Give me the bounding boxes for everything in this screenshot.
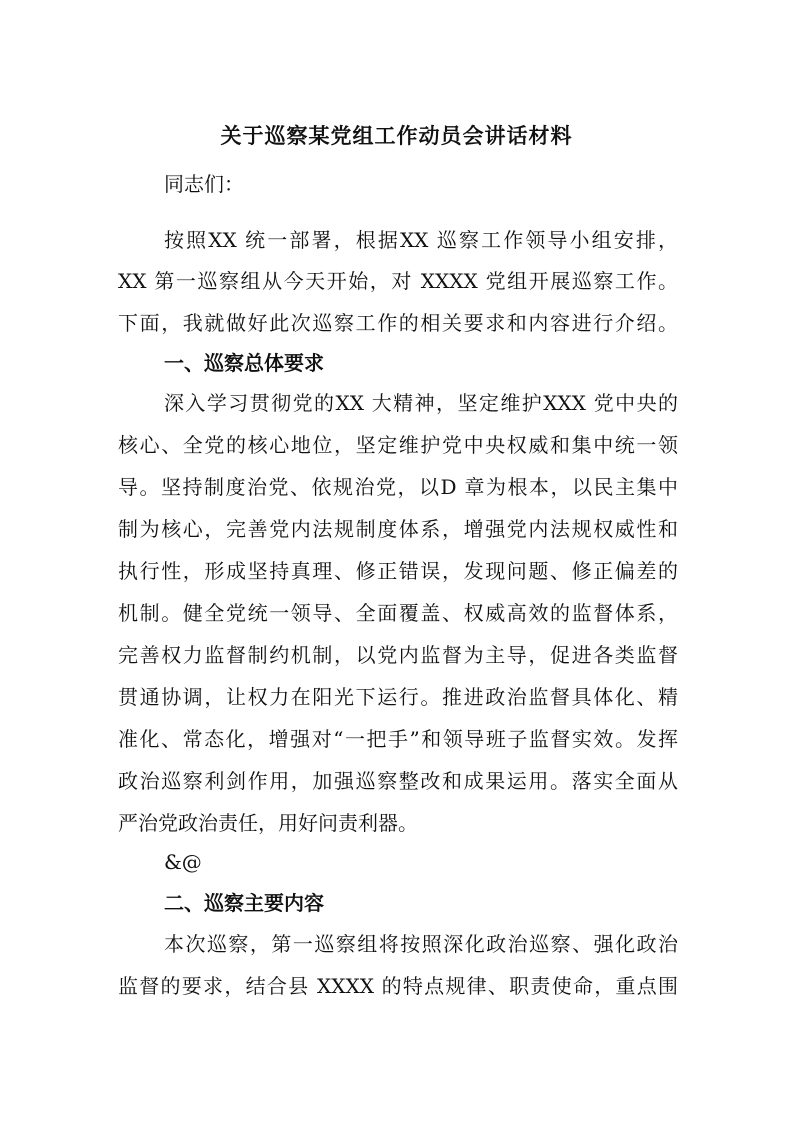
paragraph-line: 下面，我就做好此次巡察工作的相关要求和内容进行介绍。 <box>118 311 678 335</box>
paragraph-line: 机制。健全党统一领导、全面覆盖、权威高效的监督体系， <box>118 601 678 625</box>
paragraph-line: 深入学习贯彻党的XX 大精神，坚定维护XXX 党中央的 <box>164 391 678 415</box>
greeting: 同志们： <box>164 172 244 196</box>
paragraph-line: 贯通协调，让权力在阳光下运行。推进政治监督具体化、精 <box>118 685 678 709</box>
paragraph-line: 按照XX 统一部署，根据XX 巡察工作领导小组安排， <box>164 228 678 252</box>
document-title: 关于巡察某党组工作动员会讲话材料 <box>220 123 573 148</box>
paragraph-line: XX 第一巡察组从今天开始，对 XXXX 党组开展巡察工作。 <box>118 269 678 293</box>
paragraph-line: 导。坚持制度治党、依规治党，以D 章为根本，以民主集中 <box>118 475 678 499</box>
section-heading-1: 一、巡察总体要求 <box>164 351 324 375</box>
paragraph-line: 执行性，形成坚持真理、修正错误，发现问题、修正偏差的 <box>118 559 678 583</box>
paragraph-line: 准化、常态化，增强对“一把手”和领导班子监督实效。发挥 <box>118 727 678 751</box>
paragraph-line: 制为核心，完善党内法规制度体系，增强党内法规权威性和 <box>118 517 678 541</box>
paragraph-line: 监督的要求，结合县 XXXX 的特点规律、职责使命，重点围 <box>118 974 678 998</box>
paragraph-line: 政治巡察利剑作用，加强巡察整改和成果运用。落实全面从 <box>118 769 678 793</box>
paragraph-line: 严治党政治责任，用好问责利器。 <box>118 811 418 835</box>
section-heading-2: 二、巡察主要内容 <box>164 891 324 915</box>
paragraph-line: 核心、全党的核心地位，坚定维护党中央权威和集中统一领 <box>118 433 678 457</box>
paragraph-line: 本次巡察，第一巡察组将按照深化政治巡察、强化政治 <box>164 932 678 956</box>
marker-text: &@ <box>164 850 202 874</box>
paragraph-line: 完善权力监督制约机制，以党内监督为主导，促进各类监督 <box>118 643 678 667</box>
